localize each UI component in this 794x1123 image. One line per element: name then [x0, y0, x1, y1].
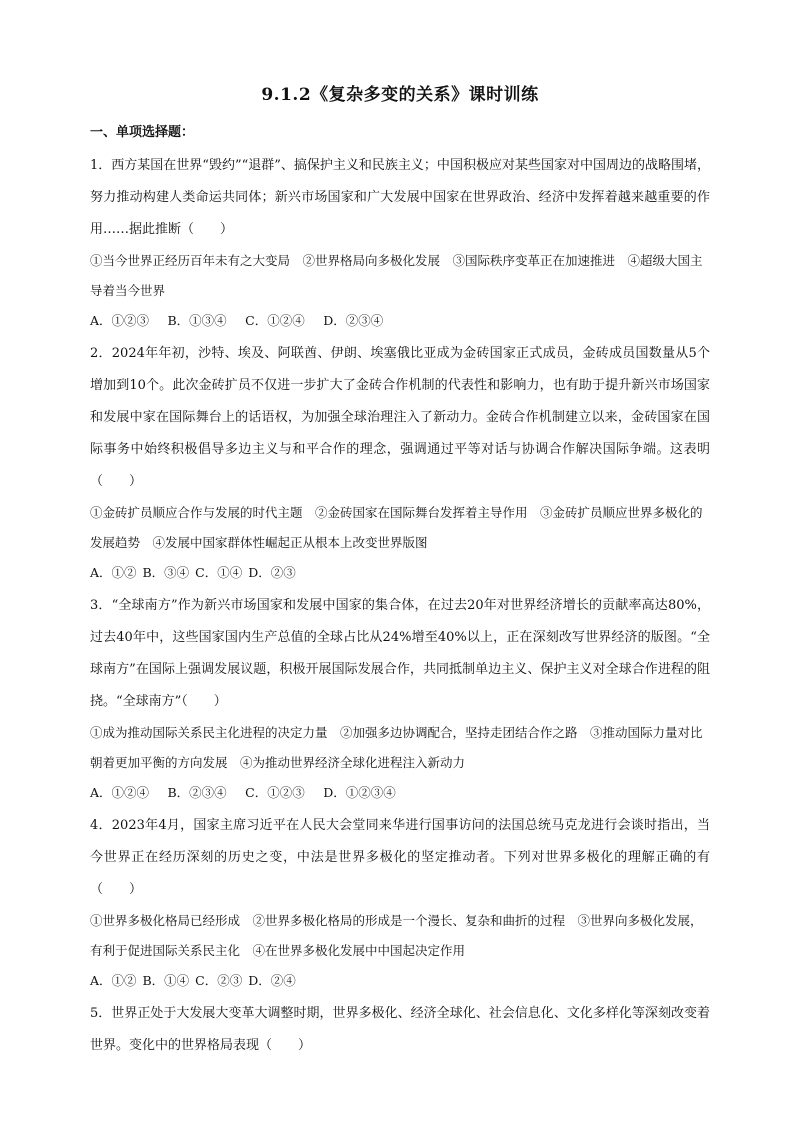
section-heading: 一、单项选择题： — [90, 125, 195, 140]
question-4 — [90, 810, 710, 996]
question-3 — [90, 590, 710, 808]
question-stem: 2．2024年年初，沙特、埃及、阿联酋、伊朗、埃塞俄比亚成为金砖国家正式成员，金砖成员国数量从5个增加到10个。此次金砖扩员不仅进一步扩大了金砖合作机制的代表性和影响力，也有助于提升新兴市场国家和发展中家在国际舞台上的话语权，为加强全球治理注入了新动力。金砖合作机制建立以来，金砖国家在国际事务中始终积极倡导多边主义与和平合作的理念，强调通过平等对话与协调合作解决国际争端。这表明（ ） — [90, 346, 710, 489]
document-page — [90, 80, 710, 1062]
question-statements: ①当今世界正经历百年未有之大变局 ②世界格局向多极化发展 ③国际秩序变革正在加速推进 ④超级大国主导着当今世界 — [90, 253, 703, 298]
question-stem: 5．世界正处于大发展大变革大调整时期，世界多极化、经济全球化、社会信息化、文化多样化等深刻改变着世界。变化中的世界格局表现（ ） — [90, 1006, 710, 1053]
page-title: 9.1.2《复杂多变的关系》课时训练 — [261, 85, 539, 105]
question-stem: 4．2023年4月，国家主席习近平在人民大会堂同来华进行国事访问的法国总统马克龙进行会谈时指出，当今世界正在经历深刻的历史之变，中法是世界多极化的坚定推动者。下列对世界多极化的理解正确的有（ ） — [90, 818, 710, 897]
question-stem: 3．“全球南方”作为新兴市场国家和发展中国家的集合体，在过去20年对世界经济增长的贡献率高达80%，过去40年中，这些国家国内生产总值的全球占比从24%增至40%以上，正在深刻改写世界经济的版图。“全球南方”在国际上强调发展议题，积极开展国际发展合作，共同抵制单边主义、保护主义对全球合作进程的阻挠。“全球南方”（ ） — [90, 598, 710, 709]
question-1 — [90, 150, 710, 336]
question-statements: ①成为推动国际关系民主化进程的决定力量 ②加强多边协调配合，坚持走团结合作之路 ③推动国际力量对比朝着更加平衡的方向发展 ④为推动世界经济全球化进程注入新动力 — [90, 725, 703, 770]
answer-choices: A．①②④ B．②③④ C．①②③ D．①②③④ — [90, 785, 396, 800]
question-5 — [90, 998, 710, 1062]
answer-choices: A．①②③ B．①③④ C．①②④ D．②③④ — [90, 313, 384, 328]
answer-choices: A．①② B．①④ C．②③ D．②④ — [90, 973, 296, 988]
question-statements: ①世界多极化格局已经形成 ②世界多极化格局的形成是一个漫长、复杂和曲折的过程 ③世界向多极化发展，有利于促进国际关系民主化 ④在世界多极化发展中中国起决定作用 — [90, 913, 703, 958]
question-stem: 1．西方某国在世界“毁约”“退群”、搞保护主义和民族主义；中国积极应对某些国家对中国周边的战略围堵，努力推动构建人类命运共同体；新兴市场国家和广大发展中国家在世界政治、经济中发挥着越来越重要的作用……据此推断（ ） — [90, 158, 710, 237]
question-2 — [90, 338, 710, 588]
answer-choices: A．①② B．③④ C．①④ D．②③ — [90, 565, 296, 580]
question-statements: ①金砖扩员顺应合作与发展的时代主题 ②金砖国家在国际舞台发挥着主导作用 ③金砖扩员顺应世界多极化的发展趋势 ④发展中国家群体性崛起正从根本上改变世界版图 — [90, 505, 703, 550]
